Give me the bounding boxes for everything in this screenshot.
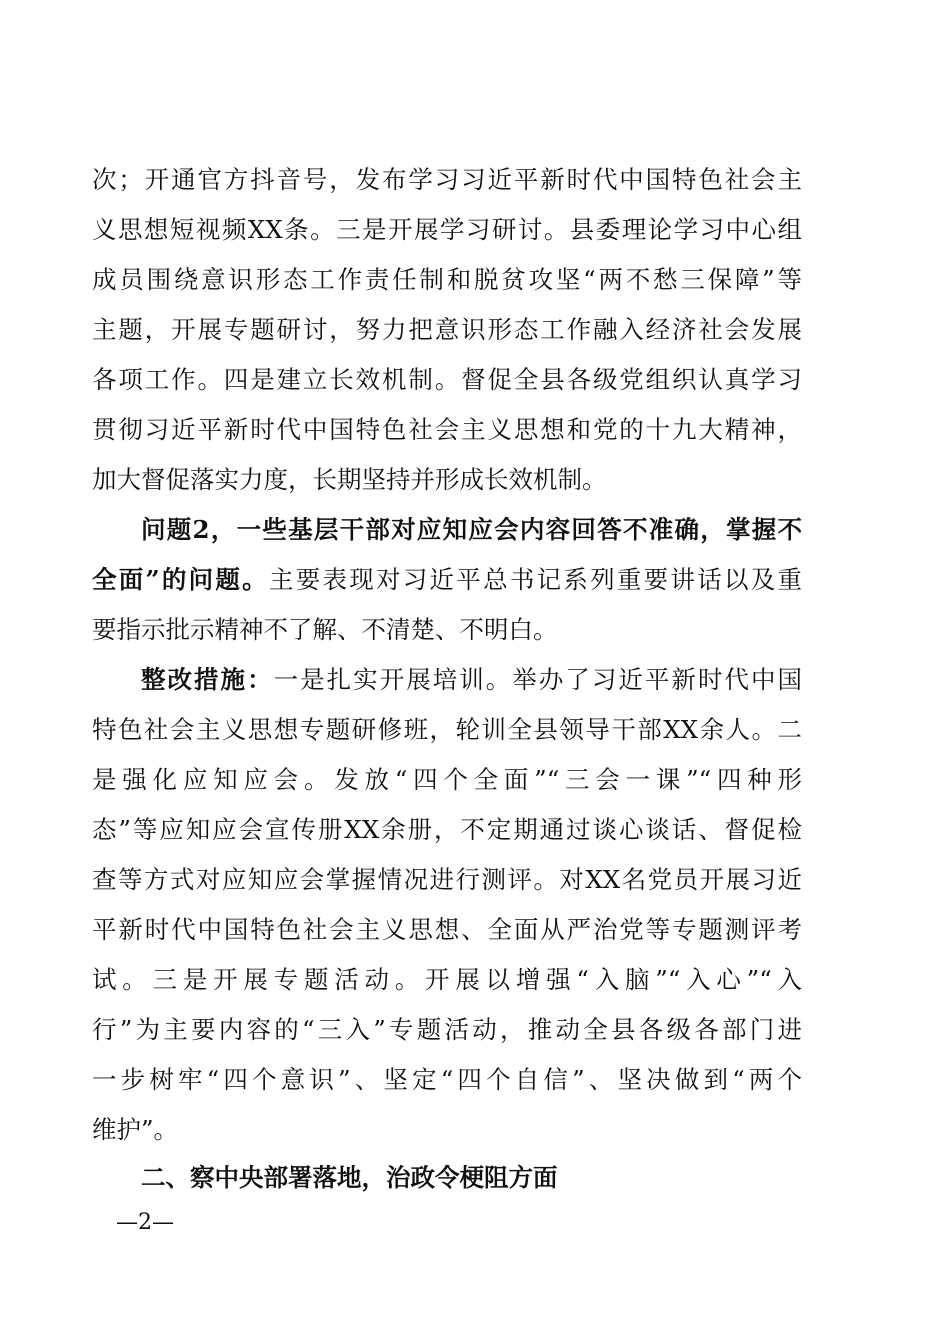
page-number: —2— [116, 1210, 174, 1235]
paragraph-line: 次；开通官方抖音号，发布学习习近平新时代中国特色社会主 [92, 165, 802, 194]
problem-line [92, 560, 802, 600]
problem-text: 主要表现对习近平总书记系列重要讲话以及重 [268, 565, 802, 594]
measures-line: 是强化应知应会。发放“四个全面”“三会一课”“四种形 [92, 765, 802, 794]
section-heading: 二、察中央部署落地，治政令梗阻方面 [141, 1163, 558, 1192]
measures-label: 整改措施： [141, 665, 274, 694]
paragraph-line: 义思想短视频XX条。三是开展学习研讨。县委理论学习中心组 [92, 215, 802, 244]
measures-text: 一是扎实开展培训。举办了习近平新时代中国 [273, 665, 803, 694]
measures-line: 一步树牢“四个意识”、坚定“四个自信”、坚决做到“两个 [92, 1065, 802, 1094]
problem-heading-line: 问题2，一些基层干部对应知应会内容回答不准确，掌握不 [141, 515, 802, 544]
measures-line: 查等方式对应知应会掌握情况进行测评。对XX名党员开展习近 [92, 865, 802, 894]
measures-line: 特色社会主义思想专题研修班，轮训全县领导干部XX余人。二 [92, 715, 802, 744]
paragraph-line: 主题，开展专题研讨，努力把意识形态工作融入经济社会发展 [92, 315, 802, 344]
measures-first-line [141, 660, 802, 700]
problem-line: 要指示批示精神不了解、不清楚、不明白。 [92, 615, 558, 644]
measures-line: 维护”。 [92, 1115, 179, 1144]
paragraph-line: 成员围绕意识形态工作责任制和脱贫攻坚“两不愁三保障”等 [92, 265, 802, 294]
paragraph-line: 贯彻习近平新时代中国特色社会主义思想和党的十九大精神， [92, 415, 802, 444]
problem-heading-end: 全面”的问题。 [92, 565, 269, 594]
measures-line: 平新时代中国特色社会主义思想、全面从严治党等专题测评考 [92, 915, 802, 944]
paragraph-line: 各项工作。四是建立长效机制。督促全县各级党组织认真学习 [92, 365, 802, 394]
paragraph-line: 加大督促落实力度，长期坚持并形成长效机制。 [92, 465, 607, 494]
measures-line: 态”等应知应会宣传册XX余册，不定期通过谈心谈话、督促检 [92, 815, 802, 844]
measures-line: 试。三是开展专题活动。开展以增强“入脑”“入心”“入 [92, 965, 802, 994]
measures-line: 行”为主要内容的“三入”专题活动，推动全县各级各部门进 [92, 1015, 802, 1044]
